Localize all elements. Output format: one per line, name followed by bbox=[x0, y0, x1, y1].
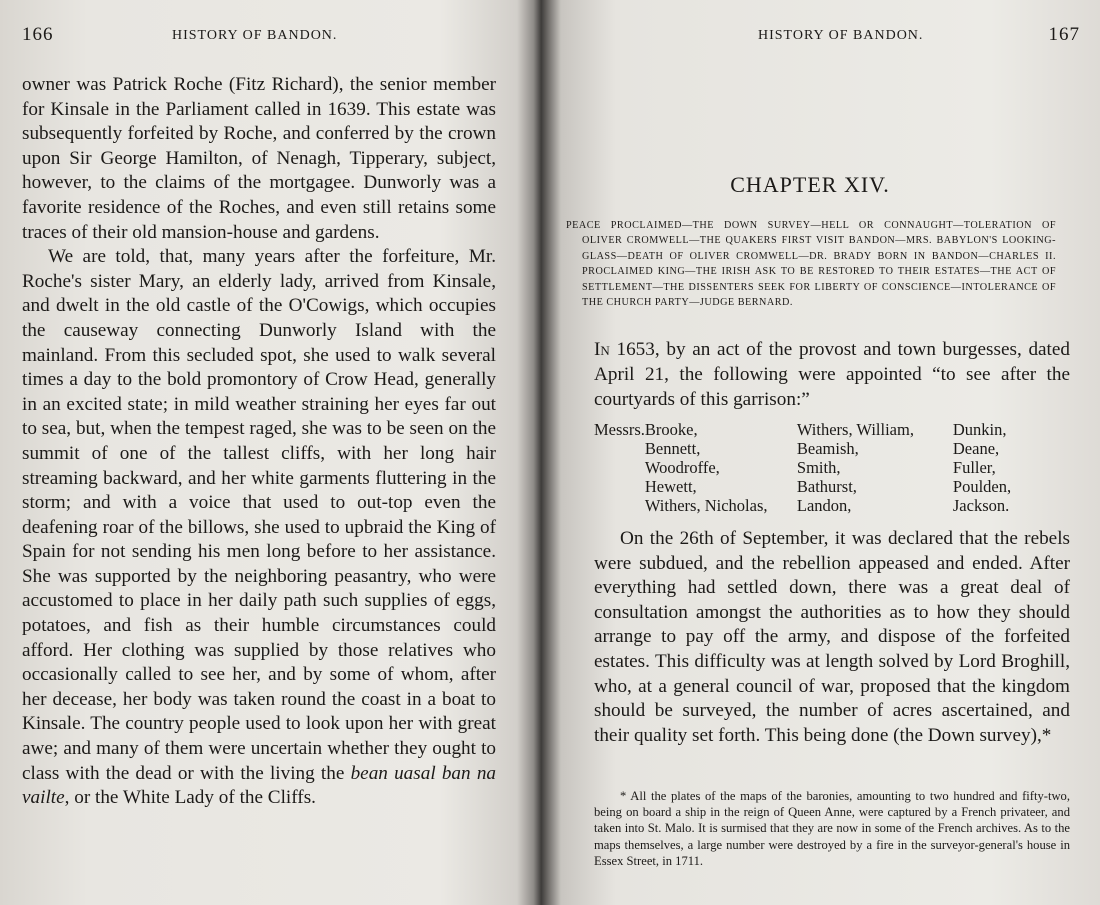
right-paragraph-1 bbox=[594, 338, 1070, 412]
name-cell: Brooke, bbox=[644, 420, 698, 439]
left-page-header bbox=[22, 26, 500, 50]
name-cell: Withers, Nicholas, bbox=[644, 496, 768, 515]
name-cell: Woodroffe, bbox=[644, 458, 720, 477]
left-page-number: 166 bbox=[22, 24, 54, 45]
chapter-summary-text: PEACE PROCLAIMED—THE DOWN SURVEY—HELL OR CONNAUGHT—TOLERATION OF OLIVER CROMWELL—THE QUAKERS FIRST VISIT BANDON—MRS. BABYLON'S LOOKING-GLASS—DEATH OF OLIVER CROMWELL—DR. BRADY BORN IN BANDON—CHARLES II. PROCLAIMED KING—THE IRISH ASK TO BE RESTORED TO THEIR ESTATES—THE ACT OF SETTLEMENT—THE DISSENTERS SEEK FOR LIBERTY OF CONSCIENCE—INTOLERANCE OF THE CHURCH PARTY—JUDGE BERNARD. bbox=[566, 220, 1056, 309]
names-prefix: Messrs. bbox=[594, 420, 645, 439]
names-row bbox=[594, 439, 1011, 458]
left-page-body bbox=[22, 73, 496, 811]
name-cell: Beamish, bbox=[796, 439, 859, 458]
right-page bbox=[560, 0, 1100, 905]
left-paragraph-2-main: We are told, that, many years after the forfeiture, Mr. Roche's sister Mary, an elderly lady, arrived from Kinsale, and dwelt in the old castle of the O'Cowigs, which occupies the causeway connecting Dunworly Island with the mainland. From this secluded spot, she used to walk several times a day to the bold promontory of Crow Head, generally in an excited state; in mild weather straining her eyes far out to sea, but, when the tempest raged, she was to be seen on the summit of one of the tallest cliffs, with her long hair streaming backward, and her white garments fluttering in the storm; and with a voice that used to out-top even the deafening roar of the billows, she used to upbraid the King of Spain for not sending his men long before to her assistance. She was supported by the neighboring peasantry, who were accustomed to place in her daily path such supplies of eggs, potatoes, and fish as their humble circumstances could afford. Her clothing was supplied by those relatives who occasionally called to see her, and by some of whom, after her decease, her body was taken round the coast in a boat to Kinsale. The country people used to look upon her with great awe; and many of them were uncertain whether they ought to class with the dead or with the living the bbox=[22, 246, 496, 784]
name-cell: Dunkin, bbox=[952, 420, 1007, 439]
para1-text: 1653, by an act of the provost and town burgesses, dated April 21, the following were appointed “to see after the courtyards of this garrison:” bbox=[594, 339, 1070, 410]
name-cell: Fuller, bbox=[952, 458, 996, 477]
left-paragraph-2 bbox=[22, 245, 496, 811]
names-row bbox=[594, 496, 1011, 515]
name-cell: Bennett, bbox=[644, 439, 701, 458]
right-page-header bbox=[580, 26, 1080, 50]
name-cell: Deane, bbox=[952, 439, 1000, 458]
name-cell: Smith, bbox=[796, 458, 841, 477]
names-row bbox=[594, 420, 1011, 439]
para2-text: On the 26th of September, it was declared that the rebels were subdued, and the rebellion appeased and ended. After everything had settled down, there was a great deal of consultation amongst the authorities as to how they should arrange to pay off the army, and dispose of the forfeited estates. This difficulty was at length solved by Lord Broghill, who, at a general council of war, proposed that the kingdom should be surveyed, the number of acres ascertained, and their quality set forth. This being done (the Down survey),* bbox=[594, 528, 1070, 746]
name-cell: Poulden, bbox=[952, 477, 1012, 496]
names-table bbox=[594, 420, 1011, 515]
right-page-number: 167 bbox=[1048, 24, 1080, 45]
name-cell: Hewett, bbox=[644, 477, 697, 496]
footnote-text: * All the plates of the maps of the baronies, amounting to two hundred and fifty-two, being on board a ship in the reign of Queen Anne, were captured by a French privateer, and taken into St. Malo. It is surmised that they are now in some of the French archives. As to the maps themselves, a large number were destroyed by a fire in the surveyor-general's house in Essex Street, in 1711. bbox=[594, 789, 1070, 868]
names-prefix bbox=[594, 496, 645, 515]
left-paragraph-2-italic: bean uasal ban na vailte bbox=[22, 762, 497, 809]
right-running-head: HISTORY OF BANDON. bbox=[758, 28, 924, 43]
name-cell: Jackson. bbox=[952, 496, 1010, 515]
names-list bbox=[594, 420, 1064, 515]
footnote bbox=[594, 788, 1070, 869]
name-cell: Bathurst, bbox=[796, 477, 857, 496]
names-row bbox=[594, 477, 1011, 496]
names-row bbox=[594, 458, 1011, 477]
name-cell: Landon, bbox=[796, 496, 852, 515]
right-paragraph-2 bbox=[594, 527, 1070, 748]
left-paragraph-2-end: , or the White Lady of the Cliffs. bbox=[64, 787, 316, 809]
name-cell: Withers, William, bbox=[796, 420, 914, 439]
para1-lead-word: In bbox=[594, 339, 610, 360]
names-prefix bbox=[594, 439, 645, 458]
left-page bbox=[0, 0, 520, 905]
left-running-head: HISTORY OF BANDON. bbox=[172, 28, 338, 43]
names-prefix bbox=[594, 477, 645, 496]
names-prefix bbox=[594, 458, 645, 477]
chapter-summary bbox=[566, 218, 1056, 310]
left-paragraph-1: owner was Patrick Roche (Fitz Richard), the senior member for Kinsale in the Parliament called in 1639. This estate was subsequently forfeited by Roche, and conferred by the crown upon Sir George Hamilton, of Nenagh, Tipperary, subject, however, to the claims of the mortgagee. Dunworly was a favorite residence of the Roches, and even still retains some traces of their old mansion-house and gardens. bbox=[22, 74, 496, 243]
chapter-title: CHAPTER XIV. bbox=[730, 172, 890, 197]
